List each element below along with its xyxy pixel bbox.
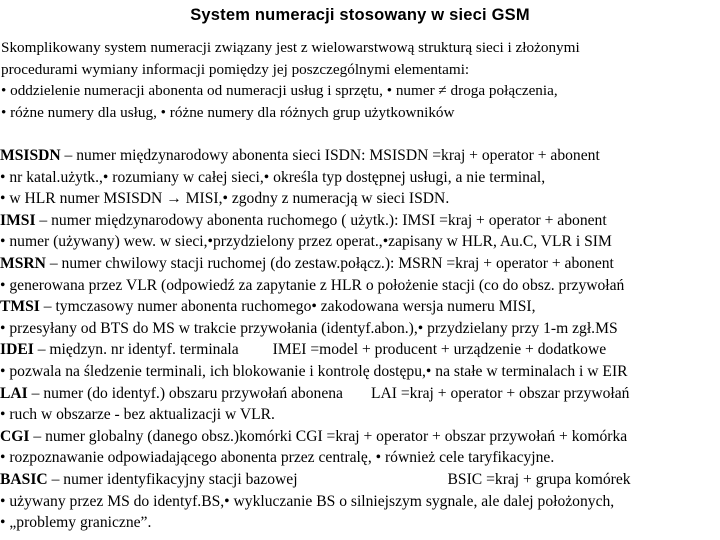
intro-line: • oddzielenie numeracji abonenta od numeracji usług i sprzętu, • numer ≠ droga połączenia, [1,82,558,99]
definition-line [0,296,720,318]
term-msrn: MSRN [0,254,46,272]
bullet-line: • przesyłany od BTS do MS w trakcie przywołania (identyf.abon.),• przydzielany przy 1-m zgł.MS [0,319,618,337]
definition-line [0,145,720,167]
intro-paragraph [1,37,720,123]
term-msisdn: MSISDN [0,147,61,164]
definition-text: – numer międzynarodowy abonenta ruchomego ( użytk.): IMSI =kraj + operator + abonent [35,211,607,229]
slide-title: System numeracji stosowany w sieci GSM [190,6,530,24]
definition-text: – międzyn. nr identyf. terminala [33,341,239,359]
definition-line [0,339,720,361]
definition-line [0,469,720,491]
term-idei: IDEI [0,341,34,359]
definition-text: – tymczasowy numer abonenta ruchomego• zakodowana wersja numeru MISI, [39,298,536,316]
term-lai: LAI [0,384,28,402]
bullet-line: • nr katal.użytk.,• rozumiany w całej sieci,• określa typ dostępnej usługi, a nie terminal, [0,168,546,186]
formula-text: IMEI =model + producent + urządzenie + dodatkowe [272,341,607,359]
definition-text: – numer chwilowy stacji ruchomej (do zestaw.połącz.): MSRN =kraj + operator + abonent [45,254,614,272]
definition-line [0,383,720,405]
bullet-line: • pozwala na śledzenie terminali, ich blokowanie i kontrolę dostępu,• na stałe w terminalach i w EIR [0,362,628,380]
definition-text: – numer globalny (danego obsz.)komórki CGI =kraj + operator + obszar przywołań + komórka [29,427,628,445]
definition-text: – numer identyfikacyjny stacji bazowej [47,470,298,488]
numbering-list [0,145,720,534]
definition-line [0,210,720,232]
definition-line [0,253,720,275]
definition-line [0,426,720,448]
term-imsi: IMSI [0,211,36,229]
bullet-line: • rozpoznawanie odpowiadającego abonenta przez centralę, • również cele taryfikacyjne. [0,449,555,467]
term-basic: BASIC [0,470,48,488]
definition-text: – numer (do identyf.) obszaru przywołań abonena [27,384,343,402]
bullet-line: • w HLR numer MSISDN → MISI,• zgodny z numeracją w sieci ISDN. [0,190,450,208]
term-tmsi: TMSI [0,298,40,316]
intro-line: • różne numery dla usług, • różne numery dla różnych grup użytkowników [1,103,455,121]
bullet-line: • „problemy graniczne”. [0,514,152,532]
bullet-line: • numer (używany) wew. w sieci,•przydzielony przez operat.,•zapisany w HLR, Au.C, VLR i SIM [0,233,612,251]
bullet-line: • ruch w obszarze - bez aktualizacji w VLR. [0,406,275,424]
term-cgi: CGI [0,427,30,445]
definition-text: – numer międzynarodowy abonenta sieci ISDN: MSISDN =kraj + operator + abonent [60,147,600,164]
intro-line: procedurami wymiany informacji pomiędzy jej poszczególnymi elementami: [1,60,470,78]
intro-line: Skomplikowany system numeracji związany jest z wielowarstwową strukturą sieci i złożonymi [1,39,580,56]
formula-text: LAI =kraj + operator + obszar przywołań [370,384,630,402]
bullet-line: • generowana przez VLR (odpowiedź za zapytanie z HLR o położenie stacji (co do obsz. przywołań [0,276,625,294]
bullet-line: • używany przez MS do identyf.BS,• wykluczanie BS o silniejszym sygnale, ale dalej położonych, [0,492,615,510]
formula-text: BSIC =kraj + grupa komórek [447,470,631,488]
